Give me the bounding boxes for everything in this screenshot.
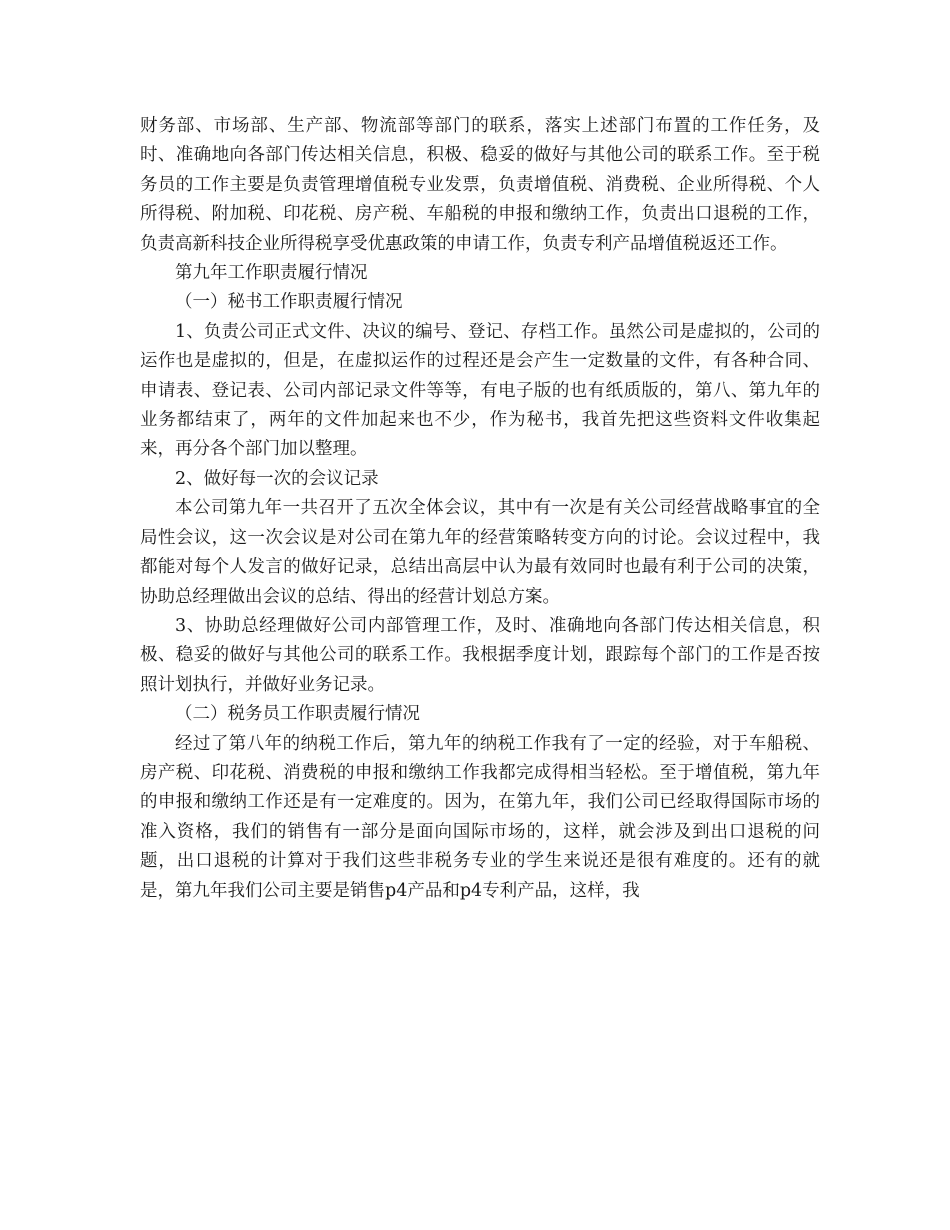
- paragraph-document-filing: 1、负责公司正式文件、决议的编号、登记、存档工作。虽然公司是虚拟的，公司的运作也是虚拟的，但是，在虚拟运作的过程还是会产生一定数量的文件，有各种合同、申请表、登记表、公司内部记录文件等等，有电子版的也有纸质版的，第八、第九年的业务都结束了，两年的文件加起来也不少，作为秘书，我首先把这些资料文件收集起来，再分各个部门加以整理。: [140, 321, 820, 460]
- paragraph-departments-tax-duties: 财务部、市场部、生产部、物流部等部门的联系，落实上述部门布置的工作任务，及时、准确地向各部门传达相关信息，积极、稳妥的做好与其他公司的联系工作。至于税务员的工作主要是负责管理增值税专业发票，负责增值税、消费税、企业所得税、个人所得税、附加税、印花税、房产税、车船税的申报和缴纳工作，负责出口退税的工作，负责高新科技企业所得税享受优惠政策的申请工作，负责专利产品增值税返还工作。: [140, 116, 820, 254]
- heading-secretary-duties: （一）秘书工作职责履行情况: [175, 292, 403, 313]
- document-body: [140, 112, 820, 906]
- heading-tax-officer-duties: （二）税务员工作职责履行情况: [175, 704, 420, 725]
- paragraph-tax-work: 经过了第八年的纳税工作后，第九年的纳税工作我有了一定的经验，对于车船税、房产税、印花税、消费税的申报和缴纳工作我都完成得相当轻松。至于增值税，第九年的申报和缴纳工作还是有一定难度的。因为，在第九年，我们公司已经取得国际市场的准入资格，我们的销售有一部分是面向国际市场的，这样，就会涉及到出口退税的问题，出口退税的计算对于我们这些非税务专业的学生来说还是很有难度的。还有的就是，第九年我们公司主要是销售p4产品和p4专利产品，这样，我: [140, 733, 820, 901]
- heading-meeting-records: 2、做好每一次的会议记录: [175, 468, 379, 489]
- heading-year-nine-duties: 第九年工作职责履行情况: [175, 263, 368, 284]
- paragraph-meetings: 本公司第九年一共召开了五次全体会议，其中有一次是有关公司经营战略事宜的全局性会议，这一次会议是对公司在第九年的经营策略转变方向的讨论。会议过程中，我都能对每个人发言的做好记录，总结出高层中认为最有效同时也最有利于公司的决策，协助总经理做出会议的总结、得出的经营计划总方案。: [140, 498, 820, 607]
- paragraph-internal-management: 3、协助总经理做好公司内部管理工作，及时、准确地向各部门传达相关信息，积极、稳妥的做好与其他公司的联系工作。我根据季度计划，跟踪每个部门的工作是否按照计划执行，并做好业务记录。: [140, 615, 820, 695]
